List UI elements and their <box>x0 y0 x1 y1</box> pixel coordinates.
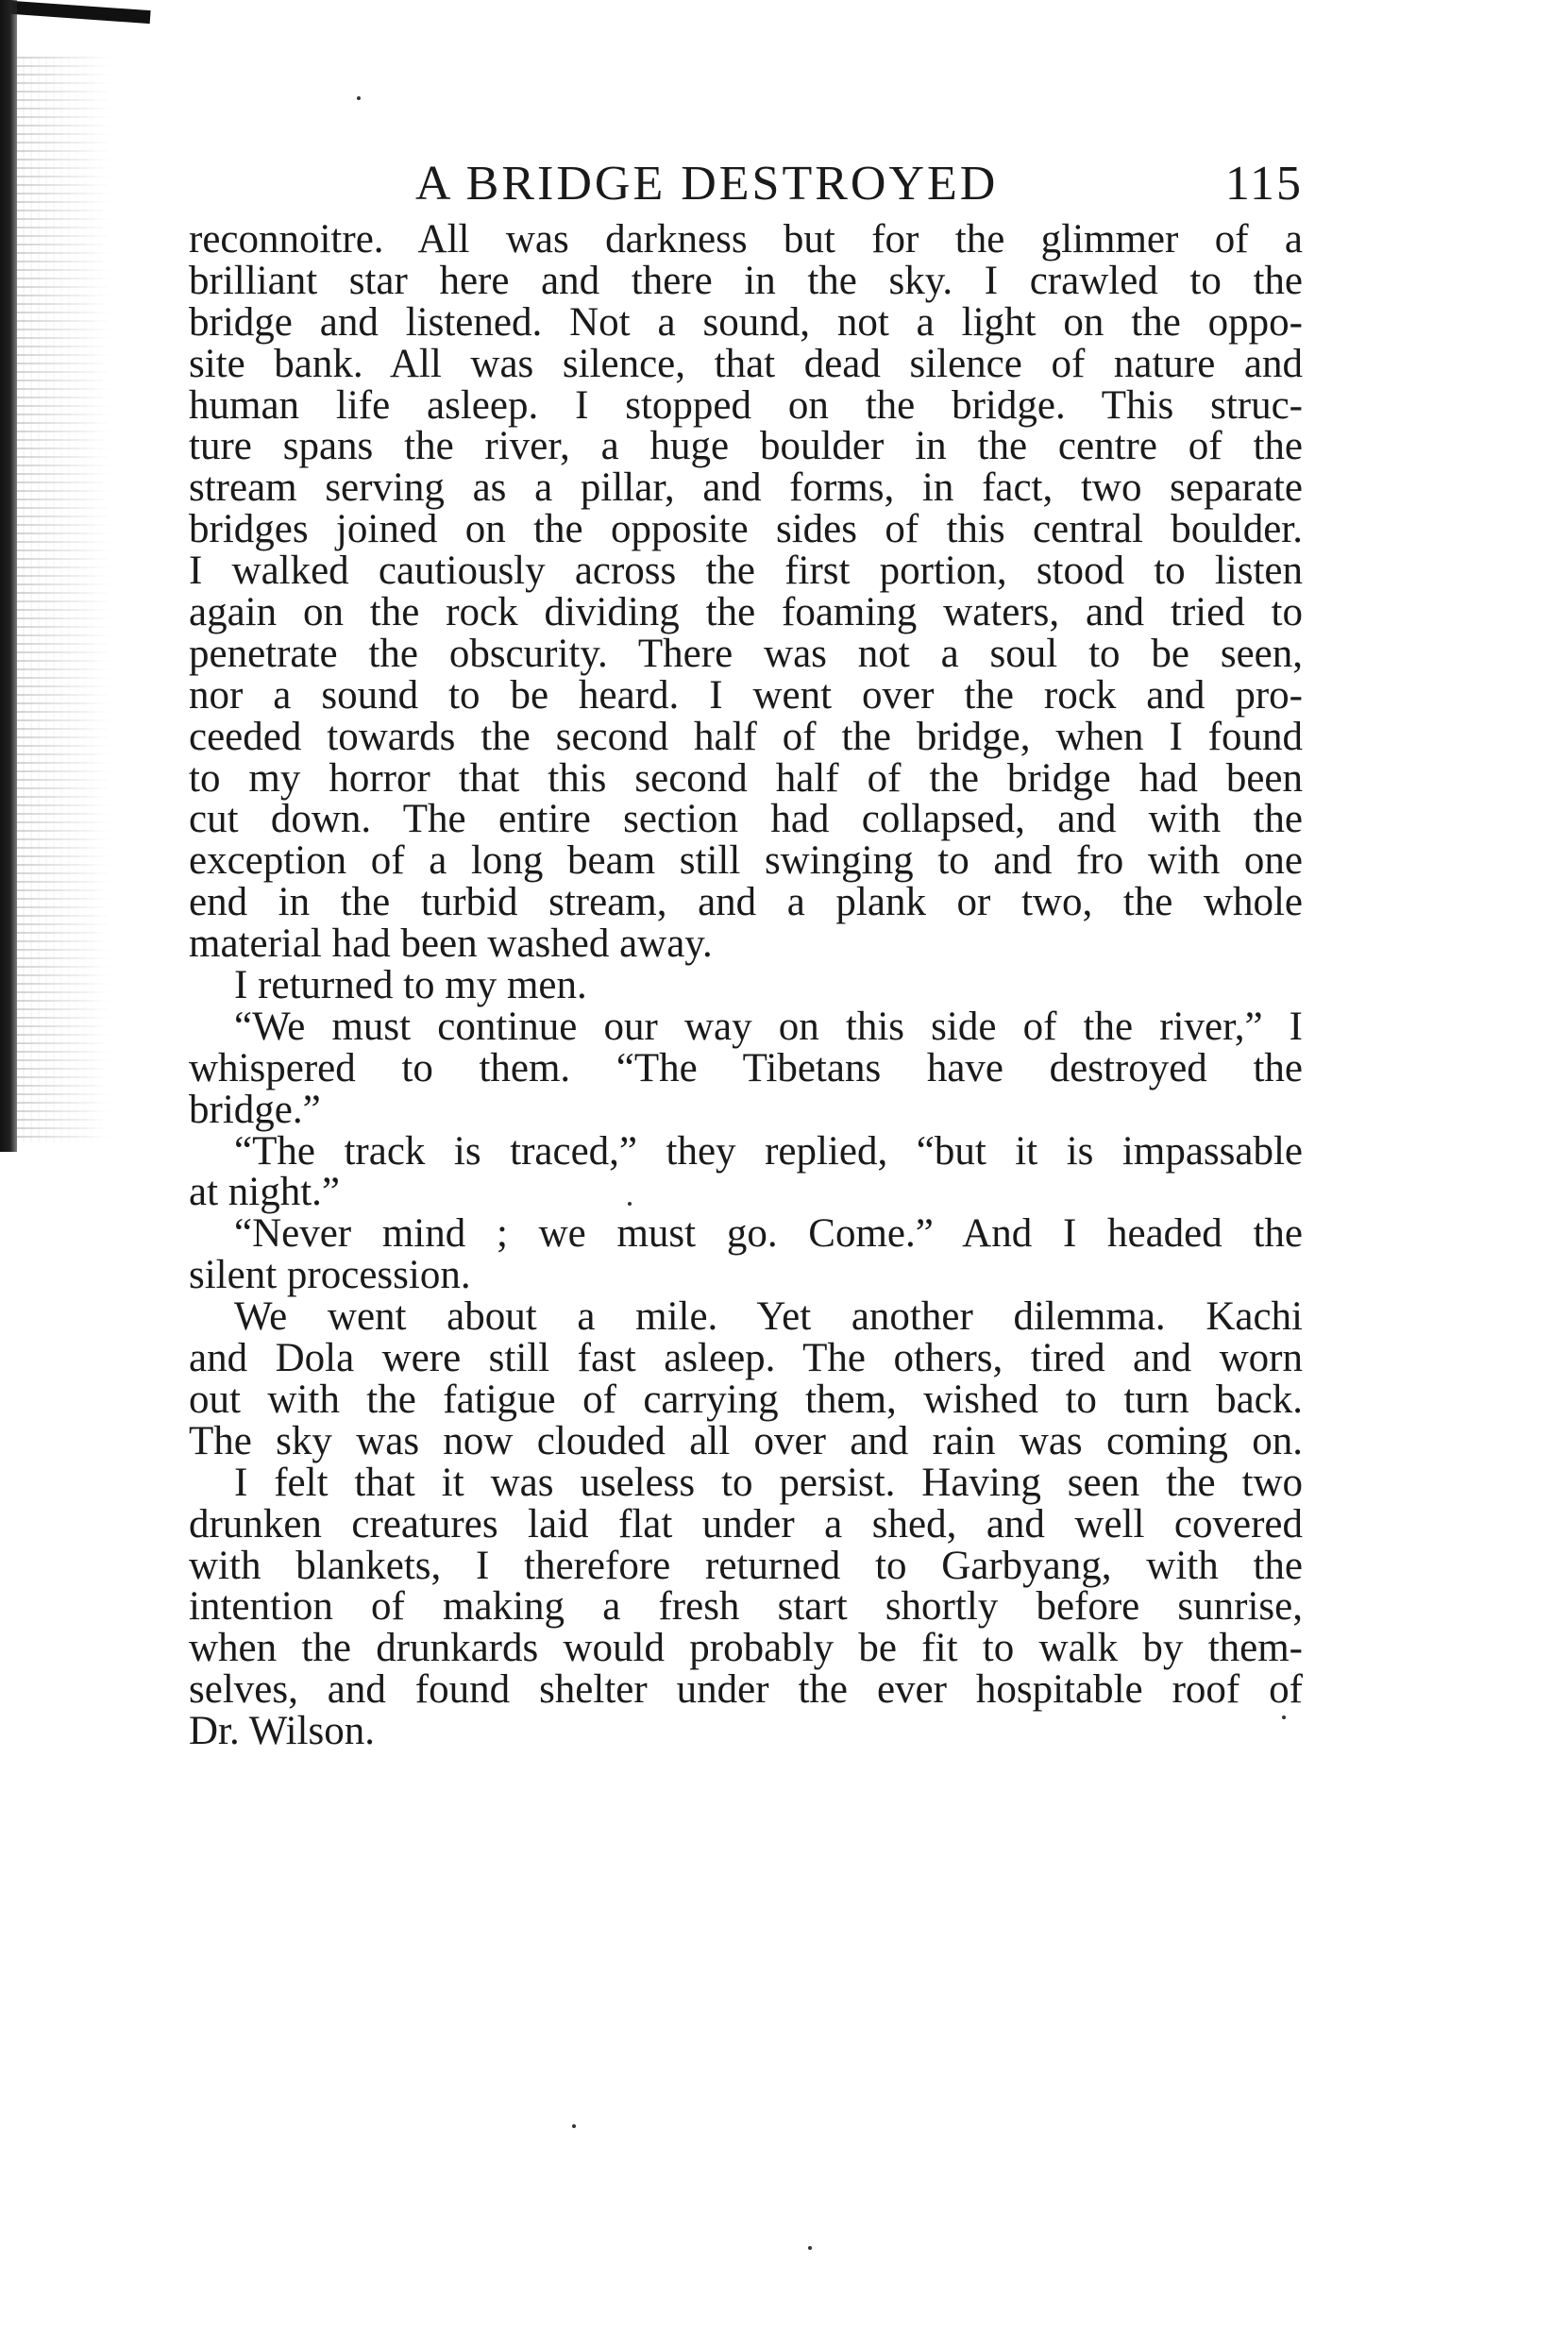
paragraph-start: “Never mind ; we must go. Come.” And I headed the <box>234 1211 1303 1257</box>
text-line: cut down. The entire section had collapsed, and with the <box>189 797 1303 842</box>
text-line: at night.” <box>189 1170 341 1215</box>
running-title: A BRIDGE DESTROYED <box>415 157 999 211</box>
page-number: 115 <box>1224 157 1303 211</box>
paragraph-start: I returned to my men. <box>234 963 587 1008</box>
text-line: penetrate the obscurity. There was not a soul to be seen, <box>189 631 1303 676</box>
body-text <box>189 219 1303 1752</box>
text-line: reconnoitre. All was darkness but for the glimmer of a <box>189 217 1303 262</box>
text-line: whispered to them. “The Tibetans have destroyed the <box>189 1045 1303 1090</box>
text-line: site bank. All was silence, that dead silence of nature and <box>189 341 1303 386</box>
text-line: silent procession. <box>189 1253 471 1298</box>
text-line: nor a sound to be heard. I went over the rock and pro- <box>189 672 1303 718</box>
running-head <box>189 151 1303 217</box>
binding-shadow <box>17 57 111 1142</box>
text-line: Dr. Wilson. <box>189 1709 375 1754</box>
text-line: ceeded towards the second half of the bridge, when I found <box>189 714 1303 759</box>
text-line: and Dola were still fast asleep. The others, tired and worn <box>189 1336 1303 1381</box>
text-line: drunken creatures laid flat under a shed, and well covered <box>189 1501 1303 1546</box>
text-line: again on the rock dividing the foaming waters, and tried to <box>189 590 1303 635</box>
text-line: when the drunkards would probably be fit to walk by them- <box>189 1626 1303 1671</box>
text-line: ture spans the river, a huge boulder in the centre of the <box>189 424 1303 469</box>
scan-speck <box>357 96 361 100</box>
text-line: with blankets, I therefore returned to Garbyang, with the <box>189 1543 1303 1588</box>
paragraph-start: “We must continue our way on this side of the river,” I <box>234 1004 1303 1049</box>
paragraph-start: “The track is traced,” they replied, “but it is impassable <box>234 1128 1303 1174</box>
binding-edge-mark <box>0 0 151 24</box>
text-line: bridge and listened. Not a sound, not a light on the oppo- <box>189 299 1303 345</box>
text-line: The sky was now clouded all over and rain was coming on. <box>189 1418 1303 1463</box>
scan-speck <box>808 2246 812 2250</box>
text-line: selves, and found shelter under the ever hospitable roof of <box>189 1667 1303 1713</box>
text-line: intention of making a fresh start shortly before sunrise, <box>189 1584 1303 1630</box>
binding-edge <box>0 0 17 1152</box>
text-line: to my horror that this second half of the bridge had been <box>189 755 1303 801</box>
text-line: I walked cautiously across the first portion, stood to listen <box>189 549 1303 594</box>
text-line: brilliant star here and there in the sky. I crawled to the <box>189 258 1303 303</box>
paragraph-start: We went about a mile. Yet another dilemma. Kachi <box>234 1294 1303 1340</box>
text-line: bridge.” <box>189 1087 321 1132</box>
scan-speck <box>1282 1715 1286 1719</box>
paragraph-start: I felt that it was useless to persist. Having seen the two <box>234 1460 1303 1505</box>
text-line: bridges joined on the opposite sides of this central boulder. <box>189 507 1303 552</box>
scan-speck <box>572 2124 576 2128</box>
text-line: out with the fatigue of carrying them, wished to turn back. <box>189 1377 1303 1422</box>
text-line: human life asleep. I stopped on the bridge. This struc- <box>189 382 1303 428</box>
text-line: material had been washed away. <box>189 921 713 967</box>
text-line: stream serving as a pillar, and forms, in fact, two separate <box>189 465 1303 511</box>
scan-speck <box>628 1202 632 1206</box>
text-line: exception of a long beam still swinging to and fro with one <box>189 838 1303 884</box>
text-line: end in the turbid stream, and a plank or two, the whole <box>189 880 1303 925</box>
